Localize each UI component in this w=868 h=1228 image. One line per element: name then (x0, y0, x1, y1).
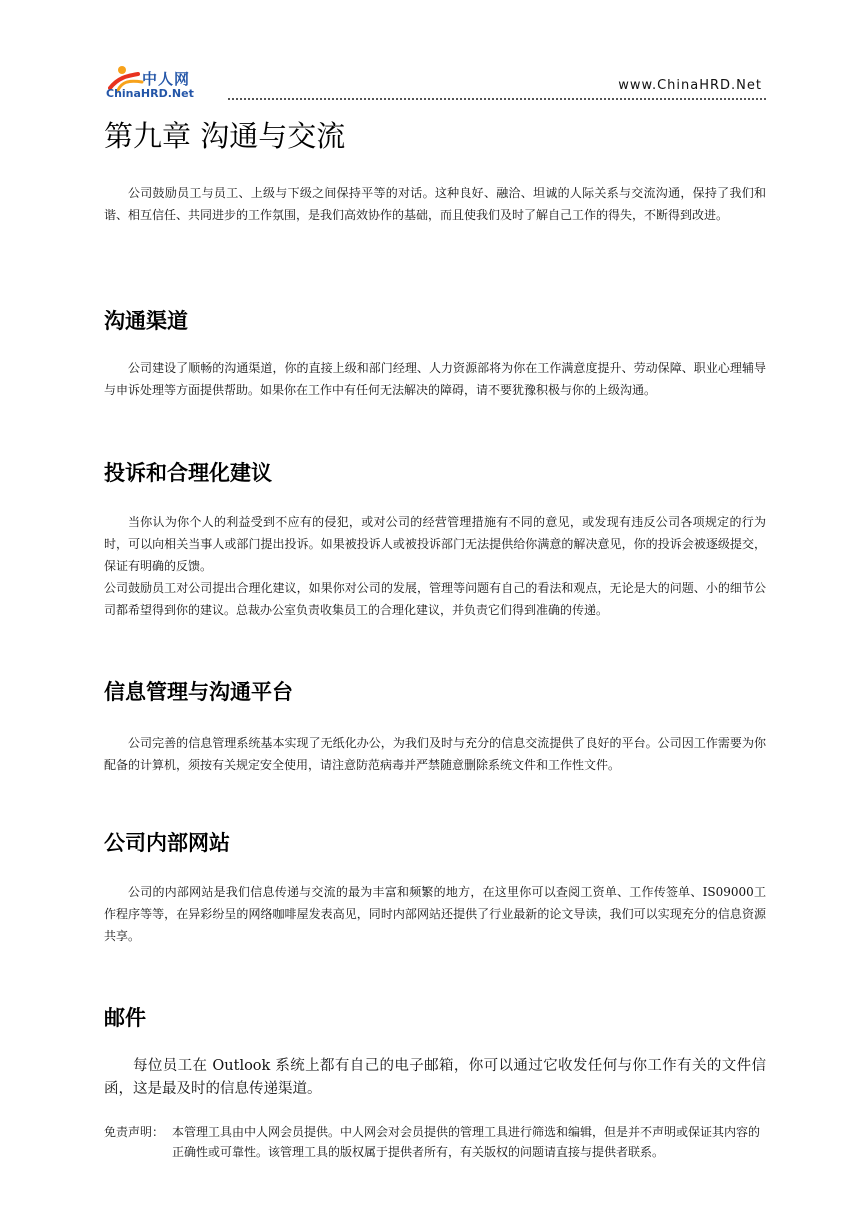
header-dotted-divider (228, 98, 766, 100)
section-paragraph-complaints-2: 公司鼓励员工对公司提出合理化建议，如果你对公司的发展，管理等问题有自己的看法和观点，无论是大的问题、小的细节公司都希望得到你的建议。总裁办公室负责收集员工的合理化建议，并负责它们得到准确的传递。 (104, 581, 766, 617)
chapter-title: 第九章 沟通与交流 (104, 119, 346, 153)
section-paragraph-email: 每位员工在 Outlook 系统上都有自己的电子邮箱，你可以通过它收发任何与你工作有关的文件信函，这是最及时的信息传递渠道。 (104, 1058, 766, 1097)
section-paragraph-intranet: 公司的内部网站是我们信息传递与交流的最为丰富和频繁的地方，在这里你可以查阅工资单、工作传签单、IS09000工作程序等等，在异彩纷呈的网络咖啡屋发表高见，同时内部网站还提供了行业最新的论文导读，我们可以实现充分的信息资源共享。 (104, 885, 766, 943)
logo-chinese-text: 中人网 (142, 70, 191, 88)
page-header (104, 62, 766, 104)
logo-english-text: ChinaHRD.Net (106, 87, 194, 100)
site-url[interactable]: www.ChinaHRD.Net (618, 78, 762, 93)
section-heading-email: 邮件 (104, 1006, 146, 1030)
section-paragraph-channels: 公司建设了顺畅的沟通渠道，你的直接上级和部门经理、人力资源部将为你在工作满意度提升、劳动保障、职业心理辅导与申诉处理等方面提供帮助。如果你在工作中有任何无法解决的障碍，请不要犹豫积极与你的上级沟通。 (104, 361, 766, 397)
section-heading-intranet: 公司内部网站 (104, 831, 230, 855)
disclaimer-text: 本管理工具由中人网会员提供。中人网会对会员提供的管理工具进行筛选和编辑，但是并不声明或保证其内容的正确性或可靠性。该管理工具的版权属于提供者所有，有关版权的问题请直接与提供者联系。 (172, 1125, 761, 1159)
section-heading-channels: 沟通渠道 (104, 309, 188, 333)
section-paragraph-info-platform: 公司完善的信息管理系统基本实现了无纸化办公，为我们及时与充分的信息交流提供了良好的平台。公司因工作需要为你配备的计算机，须按有关规定安全使用，请注意防范病毒并严禁随意删除系统文件和工作性文件。 (104, 736, 766, 772)
disclaimer-label: 免责声明： (104, 1125, 165, 1139)
intro-paragraph: 公司鼓励员工与员工、上级与下级之间保持平等的对话。这种良好、融洽、坦诚的人际关系与交流沟通，保持了我们和谐、相互信任、共同进步的工作氛围，是我们高效协作的基础，而且使我们及时了解自己工作的得失，不断得到改进。 (104, 186, 766, 222)
section-heading-info-platform: 信息管理与沟通平台 (104, 680, 293, 704)
chinahrd-logo (104, 62, 234, 104)
section-paragraph-complaints-1: 当你认为你个人的利益受到不应有的侵犯，或对公司的经营管理措施有不同的意见，或发现有违反公司各项规定的行为时，可以向相关当事人或部门提出投诉。如果被投诉人或被投诉部门无法提供给你满意的解决意见，你的投诉会被逐级提交，保证有明确的反馈。 (104, 515, 766, 573)
section-heading-complaints: 投诉和合理化建议 (104, 461, 272, 485)
